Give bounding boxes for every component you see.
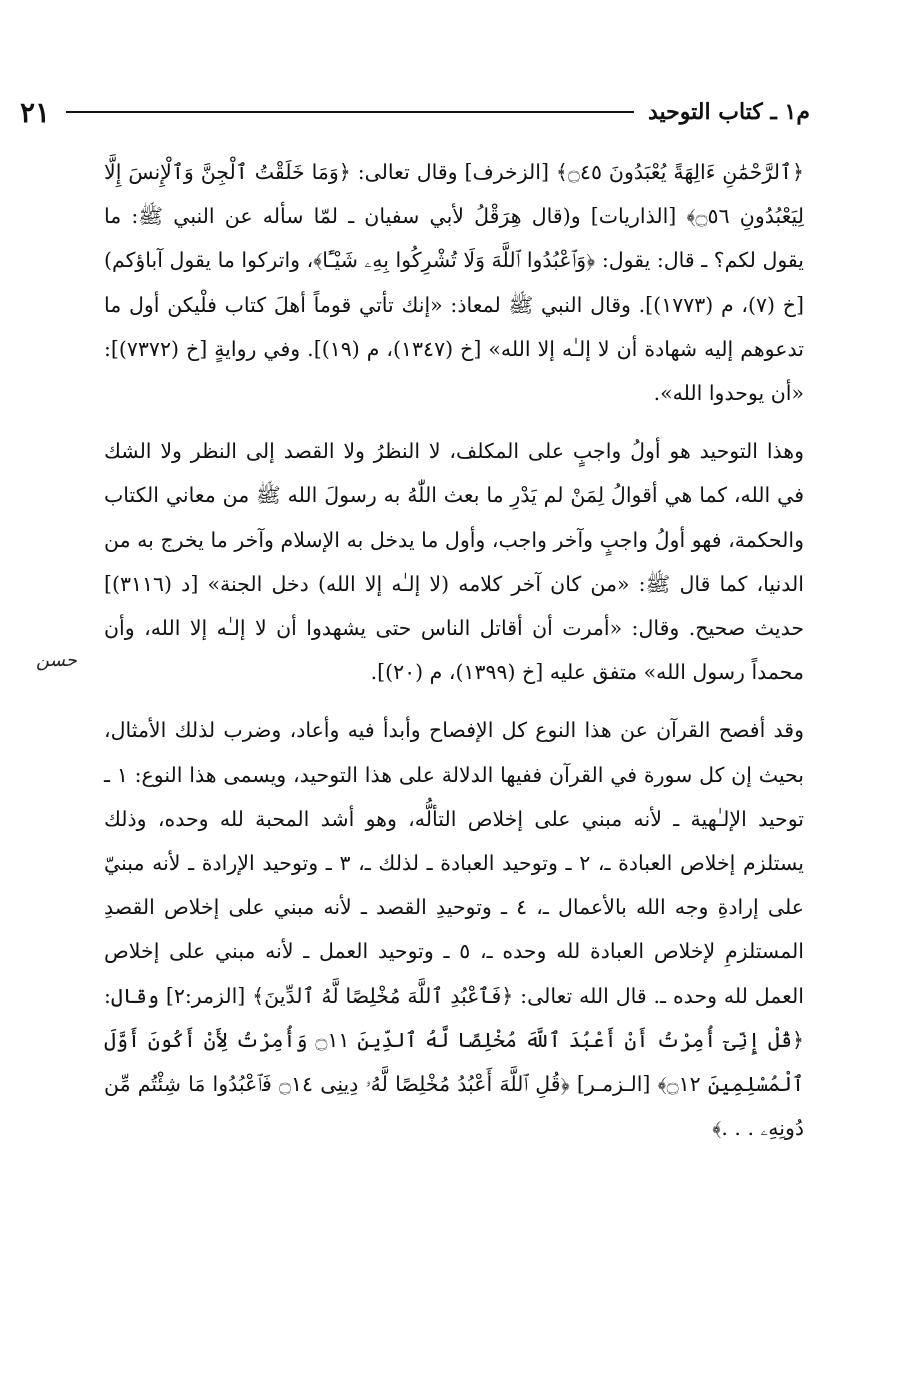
page-header xyxy=(20,92,810,132)
body-text xyxy=(104,150,804,1150)
paragraph-gap xyxy=(104,415,804,429)
margin-note: حسن xyxy=(36,650,77,671)
paragraph-gap xyxy=(104,694,804,708)
paragraph-3: وقد أفصح القرآن عن هذا النوع كل الإفصاح وأبدأ فيه وأعاد، وضرب لذلك الأمثال، بحيث إن كل سورة في القرآن ففيها الدلالة على هذا التوحيد، ويسمى هذا النوع: ١ ـ توحيد الإلـٰهية ـ لأنه مبني على إخلاص التألُّه، وهو أشد المحبة لله وحده، وذلك يستلزم إخلاص العبادة ـ، ٢ ـ وتوحيد العبادة ـ لذلك ـ، ٣ ـ وتوحيد الإرادة ـ لأنه مبنيّ على إرادةِ وجه الله بالأعمال ـ، ٤ ـ وتوحيدِ القصد ـ لأنه مبني على إخلاص القصدِ المستلزمِ لإخلاص العبادة لله وحده ـ، ٥ ـ وتوحيد العمل ـ لأنه مبني على إخلاص العمل لله وحده ـ. قال الله تعالى: ﴿فَٱعْبُدِ ٱللَّهَ مُخْلِصًا لَّهُ ٱلدِّينَ﴾ [الزمر:٢] وقال: ﴿قُلْ إِنِّىٓ أُمِرْتُ أَنْ أَعْبُدَ ٱللَّهَ مُخْلِصًا لَّهُ ٱلدِّينَ ۝١١ وَأُمِرْتُ لِأَنْ أَكُونَ أَوَّلَ ٱلْمُسْلِمِينَ ۝١٢﴾ [الـزمـر] ﴿قُلِ ٱللَّهَ أَعْبُدُ مُخْلِصًا لَّهُۥ دِينِى ۝١٤ فَٱعْبُدُوا مَا شِئْتُم مِّن دُونِهِۦ . . .﴾ xyxy=(104,718,805,1141)
paragraph-1: ﴿ٱلرَّحْمَٰنِ ءَالِهَةً يُعْبَدُونَ ۝٤٥﴾ [الزخرف] وقال تعالى: ﴿وَمَا خَلَقْتُ ٱلْجِنَّ وَٱلْإِنسَ إِلَّا لِيَعْبُدُونِ ۝٥٦﴾ [الذاريات] و(قال هِرَقْلُ لأبي سفيان ـ لمّا سأله عن النبي ﷺ: ما يقول لكم؟ ـ قال: يقول: ﴿وَٱعْبُدُوا ٱللَّهَ وَلَا تُشْرِكُوا بِهِۦ شَيْـًٔا﴾، واتركوا ما يقول آباؤكم) [خ (٧)، م (١٧٧٣)]. وقال النبي ﷺ لمعاذ: «إنك تأتي قوماً أهلَ كتاب فلْيكن أول ما تدعوهم إليه شهادة أن لا إلـٰه إلا الله» [خ (١٣٤٧)، م (١٩)]. وفي روايةٍ [خ (٧٣٧٢)]: «أن يوحدوا الله». xyxy=(104,160,805,406)
paragraph-2: وهذا التوحيد هو أولُ واجبٍ على المكلف، لا النظرُ ولا القصد إلى النظر ولا الشك في الله، كما هي أقوالُ لِمَنْ لم يَدْرِ ما بعث اللّٰهُ به رسولَ الله ﷺ من معاني الكتاب والحكمة، فهو أولُ واجبٍ وآخر واجب، وأول ما يدخل به الإسلام وآخر ما يخرج به من الدنيا، كما قال ﷺ: «من كان آخر كلامه (لا إلـٰه إلا الله) دخل الجنة» [د (٣١١٦)] حديث صحيح. وقال: «أمرت أن أقاتل الناس حتى يشهدوا أن لا إلـٰه إلا الله، وأن محمداً رسول الله» متفق عليه [خ (١٣٩٩)، م (٢٠)]. xyxy=(104,439,804,685)
running-head: م١ ـ كتاب التوحيد xyxy=(647,99,810,125)
page-number: ٢١ xyxy=(20,95,51,129)
header-rule xyxy=(66,111,634,113)
